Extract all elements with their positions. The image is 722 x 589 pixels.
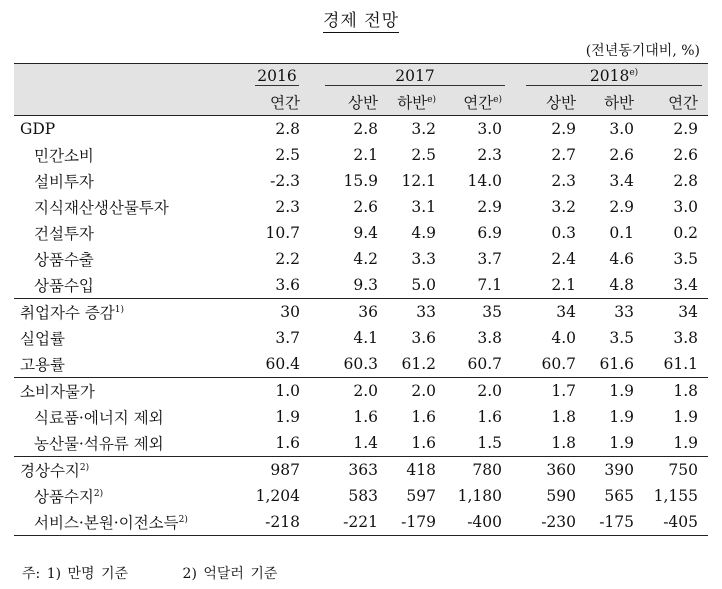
header-row-years [14,64,708,90]
row-label [14,246,244,272]
value-cell: 3.0 [673,198,699,216]
cell-gap [512,116,520,143]
value-cell: 3.8 [673,329,699,347]
value-cell: 61.1 [663,355,699,373]
cell-gap [512,378,520,405]
table-row [14,299,708,326]
row-label-text: 취업자수 증감 [20,304,115,322]
value-cell: 4.1 [353,329,378,347]
period-label: 연간 [270,94,300,112]
row-label [14,457,244,484]
cell-gap [512,220,520,246]
table-row [14,404,708,430]
value-cell: 750 [644,457,708,484]
value-cell: 2.5 [411,146,436,164]
period-label: 연간 [668,94,699,112]
value-cell: 2.4 [551,250,577,268]
value-cell: -221 [318,509,388,536]
table-row [14,483,708,509]
row-label-text: 고용률 [20,356,65,374]
value-cell: 3.6 [275,276,300,294]
value-cell: 35 [446,299,512,326]
value-cell: 3.5 [609,329,635,347]
value-cell: 597 [406,487,436,505]
value-cell: 3.2 [388,116,446,143]
unit-label: (전년동기대비, %) [585,43,700,59]
cell-gap [310,430,318,457]
value-cell: 565 [604,487,635,505]
value-cell: 1,204 [255,487,300,505]
value-cell: 9.3 [353,276,378,294]
cell-gap [310,272,318,299]
cell-gap [512,351,520,378]
cell-gap [512,168,520,194]
value-cell: 3.1 [411,198,436,216]
value-cell: 1.9 [673,408,699,426]
value-cell: 2.0 [318,378,388,405]
table-row [14,246,708,272]
value-cell: 3.7 [477,250,503,268]
row-label [14,116,244,143]
period-header [644,89,708,116]
value-cell: 1.5 [477,434,503,452]
value-cell: 1.6 [275,434,300,452]
value-cell: 2.9 [644,116,708,143]
value-cell: 60.4 [265,355,300,373]
row-label-text: 실업률 [20,330,65,348]
period-header [520,89,586,116]
value-cell: 2.3 [275,198,300,216]
cell-gap [512,272,520,299]
value-cell: 1.9 [275,408,300,426]
value-cell: 4.2 [353,250,378,268]
period-label: 하반 [604,94,635,112]
value-cell: 1.8 [551,408,577,426]
row-label-text: 상품수지 [34,488,94,506]
value-cell: 4.8 [609,276,635,294]
value-cell: 987 [244,457,310,484]
row-label [14,220,244,246]
value-cell: 3.0 [446,116,512,143]
table-row [14,351,708,378]
value-cell: 583 [348,487,378,505]
period-header [388,89,446,116]
row-label [14,168,244,194]
table-row [14,378,708,405]
cell-gap [512,509,520,536]
row-label [14,299,244,326]
value-cell: -230 [520,509,586,536]
cell-gap [310,325,318,351]
row-label [14,272,244,299]
row-label-text: 서비스·본원·이전소득 [34,514,179,532]
value-cell: 2.5 [275,146,300,164]
cell-gap [512,457,520,484]
value-cell: 590 [546,487,577,505]
value-cell: 3.7 [275,329,300,347]
row-label [14,378,244,405]
value-cell: 2.8 [244,116,310,143]
value-cell: 2.1 [353,146,378,164]
cell-gap [512,246,520,272]
table-row [14,509,708,536]
table-title: 경제 전망 [322,11,400,31]
cell-gap [512,430,520,457]
value-cell: 2.2 [275,250,300,268]
value-cell: 3.4 [673,276,699,294]
value-cell: 2.1 [551,276,577,294]
value-cell: 4.0 [551,329,577,347]
value-cell: 3.5 [673,250,699,268]
cell-gap [310,194,318,220]
cell-gap [310,351,318,378]
header-corner [14,64,244,90]
value-cell: 360 [520,457,586,484]
footnote-2: 2) 억달러 기준 [182,566,278,582]
value-cell: 2.0 [446,378,512,405]
header-gap [310,64,318,90]
cell-gap [310,142,318,168]
header-corner [14,89,244,116]
period-label: 하반 [397,94,428,112]
cell-gap [310,116,318,143]
value-cell: 2.0 [388,378,446,405]
value-cell: 1.9 [609,434,635,452]
value-cell: 15.9 [343,172,378,190]
row-label-text: 민간소비 [34,147,94,165]
table-row [14,116,708,143]
row-label-text: 지식재산생산물투자 [34,199,169,217]
value-cell: 9.4 [353,224,378,242]
value-cell: 2.9 [520,116,586,143]
value-cell: 390 [586,457,644,484]
value-cell: 10.7 [265,224,300,242]
header-gap [512,64,520,90]
value-cell: 30 [244,299,310,326]
value-cell: 7.1 [477,276,503,294]
cell-gap [310,246,318,272]
value-cell: 60.7 [541,355,577,373]
row-label [14,483,244,509]
value-cell: 1,180 [457,487,503,505]
value-cell: 2.8 [673,172,699,190]
value-cell: 2.9 [609,198,635,216]
value-cell: 1.8 [644,378,708,405]
cell-gap [310,404,318,430]
value-cell: 1.8 [551,434,577,452]
value-cell: 33 [586,299,644,326]
value-cell: -400 [446,509,512,536]
table-row [14,457,708,484]
row-label-text: 설비투자 [34,173,94,191]
value-cell: 0.2 [673,224,699,242]
year-header: 2018$^{e)}$ [520,64,708,90]
value-cell: 2.8 [318,116,388,143]
value-cell: 3.0 [586,116,644,143]
value-cell: -2.3 [270,172,300,190]
value-cell: 12.1 [401,172,436,190]
period-header [244,89,310,116]
table-row [14,142,708,168]
value-cell: 3.6 [411,329,436,347]
table-row [14,194,708,220]
table-body [14,116,708,536]
row-label [14,325,244,351]
footnote-1: 1) 만명 기준 [46,566,129,582]
table-row [14,272,708,299]
row-label-text: 식료품·에너지 제외 [34,409,164,427]
value-cell: 61.2 [401,355,436,373]
row-label [14,194,244,220]
value-cell: 6.9 [477,224,503,242]
row-label [14,142,244,168]
value-cell: 3.3 [411,250,436,268]
value-cell: 1.6 [477,408,503,426]
value-cell: 1.0 [244,378,310,405]
cell-gap [310,299,318,326]
value-cell: 4.9 [411,224,436,242]
value-cell: 60.7 [467,355,503,373]
row-label-text: 건설투자 [34,225,94,243]
value-cell: 2.7 [551,146,577,164]
value-cell: 1.7 [520,378,586,405]
row-label-text: 경상수지 [20,462,80,480]
table-row [14,168,708,194]
row-label-sup: 2) [79,463,90,473]
cell-gap [512,142,520,168]
header-gap [512,89,520,116]
value-cell: 36 [318,299,388,326]
value-cell: 3.2 [551,198,577,216]
value-cell: 60.3 [343,355,378,373]
value-cell: -179 [388,509,446,536]
period-header [446,89,512,116]
row-label-text: 소비자물가 [20,383,95,401]
table-row [14,430,708,457]
cell-gap [310,509,318,536]
row-label-text: 상품수출 [34,251,94,269]
value-cell: 780 [446,457,512,484]
row-label-sup: 1) [114,305,125,315]
value-cell: 34 [520,299,586,326]
value-cell: 2.6 [673,146,699,164]
value-cell: -405 [644,509,708,536]
value-cell: 2.9 [477,198,503,216]
value-cell: 2.3 [551,172,577,190]
footnote-prefix: 주: [22,566,41,582]
value-cell: 1.4 [353,434,378,452]
value-cell: 2.6 [609,146,635,164]
value-cell: -218 [244,509,310,536]
row-label-sup: 2) [93,489,104,499]
cell-gap [512,483,520,509]
period-label: 연간 [463,94,494,112]
cell-gap [512,404,520,430]
cell-gap [310,378,318,405]
footnote [22,563,277,583]
row-label [14,404,244,430]
cell-gap [310,457,318,484]
value-cell: 0.3 [551,224,577,242]
row-label [14,509,244,536]
value-cell: 1.9 [586,378,644,405]
value-cell: 3.8 [477,329,503,347]
table-row [14,220,708,246]
value-cell: 363 [318,457,388,484]
value-cell: 0.1 [609,224,635,242]
cell-gap [512,194,520,220]
period-label: 상반 [546,94,577,112]
period-header [586,89,644,116]
value-cell: 1.6 [353,408,378,426]
cell-gap [310,168,318,194]
value-cell: 14.0 [467,172,503,190]
value-cell: 4.6 [609,250,635,268]
header-gap [310,89,318,116]
row-label-text: 농산물·석유류 제외 [34,435,164,453]
value-cell: 1.9 [609,408,635,426]
header-row-periods [14,89,708,116]
value-cell: -175 [586,509,644,536]
period-sup: e) [493,95,503,105]
value-cell: 1.9 [673,434,699,452]
cell-gap [310,483,318,509]
cell-gap [512,325,520,351]
value-cell: 61.6 [599,355,635,373]
value-cell: 3.4 [609,172,635,190]
row-label [14,351,244,378]
value-cell: 418 [388,457,446,484]
period-sup: e) [427,95,436,105]
cell-gap [310,220,318,246]
period-header [318,89,388,116]
value-cell: 1.6 [411,434,436,452]
value-cell: 2.6 [353,198,378,216]
row-label-text: GDP [20,120,56,138]
value-cell: 33 [388,299,446,326]
table-row [14,325,708,351]
year-header: 2016 [244,64,310,90]
row-label-text: 상품수입 [34,277,94,295]
row-label-sup: 2) [178,515,188,525]
row-label [14,430,244,457]
forecast-table [14,63,708,536]
value-cell: 2.3 [477,146,503,164]
cell-gap [512,299,520,326]
value-cell: 34 [644,299,708,326]
value-cell: 1,155 [653,487,699,505]
year-header: 2017 [318,64,512,90]
value-cell: 1.6 [411,408,436,426]
value-cell: 5.0 [411,276,436,294]
period-label: 상반 [348,94,378,112]
